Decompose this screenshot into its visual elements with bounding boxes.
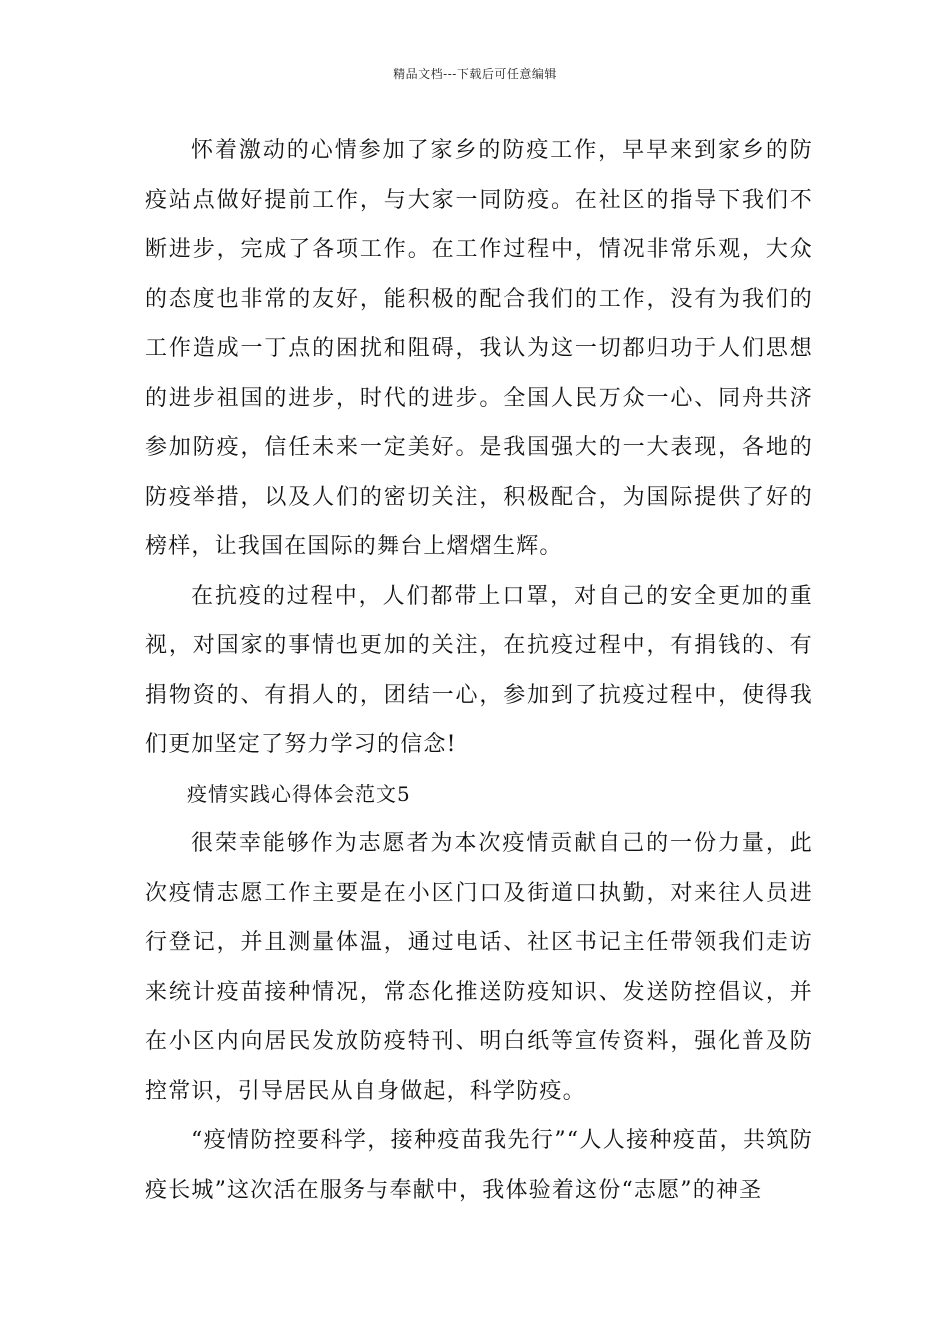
page-header: 精品文档---下载后可任意编辑 <box>393 67 557 81</box>
document-body <box>145 126 813 1215</box>
section-heading: 疫情实践心得体会范文5 <box>187 781 411 806</box>
paragraph-3: 很荣幸能够作为志愿者为本次疫情贡献自己的一份力量，此次疫情志愿工作主要是在小区门口及街道口执勤，对来往人员进行登记，并且测量体温，通过电话、社区书记主任带领我们走访来统计疫苗接种情况，常态化推送防疫知识、发送防控倡议，并在小区内向居民发放防疫特刊、明白纸等宣传资料，强化普及防控常识，引导居民从自身做起，科学防疫。 <box>145 831 813 1104</box>
paragraph-2: 在抗疫的过程中，人们都带上口罩，对自己的安全更加的重视，对国家的事情也更加的关注，在抗疫过程中，有捐钱的、有捐物资的、有捐人的，团结一心，参加到了抗疫过程中，使得我们更加坚定了努力学习的信念! <box>145 583 813 757</box>
paragraph-1: 怀着激动的心情参加了家乡的防疫工作，早早来到家乡的防疫站点做好提前工作，与大家一同防疫。在社区的指导下我们不断进步，完成了各项工作。在工作过程中，情况非常乐观，大众的态度也非常的友好，能积极的配合我们的工作，没有为我们的工作造成一丁点的困扰和阻碍，我认为这一切都归功于人们思想的进步祖国的进步，时代的进步。全国人民万众一心、同舟共济参加防疫，信任未来一定美好。是我国强大的一大表现，各地的防疫举措，以及人们的密切关注，积极配合，为国际提供了好的榜样，让我国在国际的舞台上熠熠生辉。 <box>145 138 813 559</box>
paragraph-4: “疫情防控要科学，接种疫苗我先行”“人人接种疫苗，共筑防疫长城”这次活在服务与奉献中，我体验着这份“志愿”的神圣 <box>145 1128 813 1203</box>
